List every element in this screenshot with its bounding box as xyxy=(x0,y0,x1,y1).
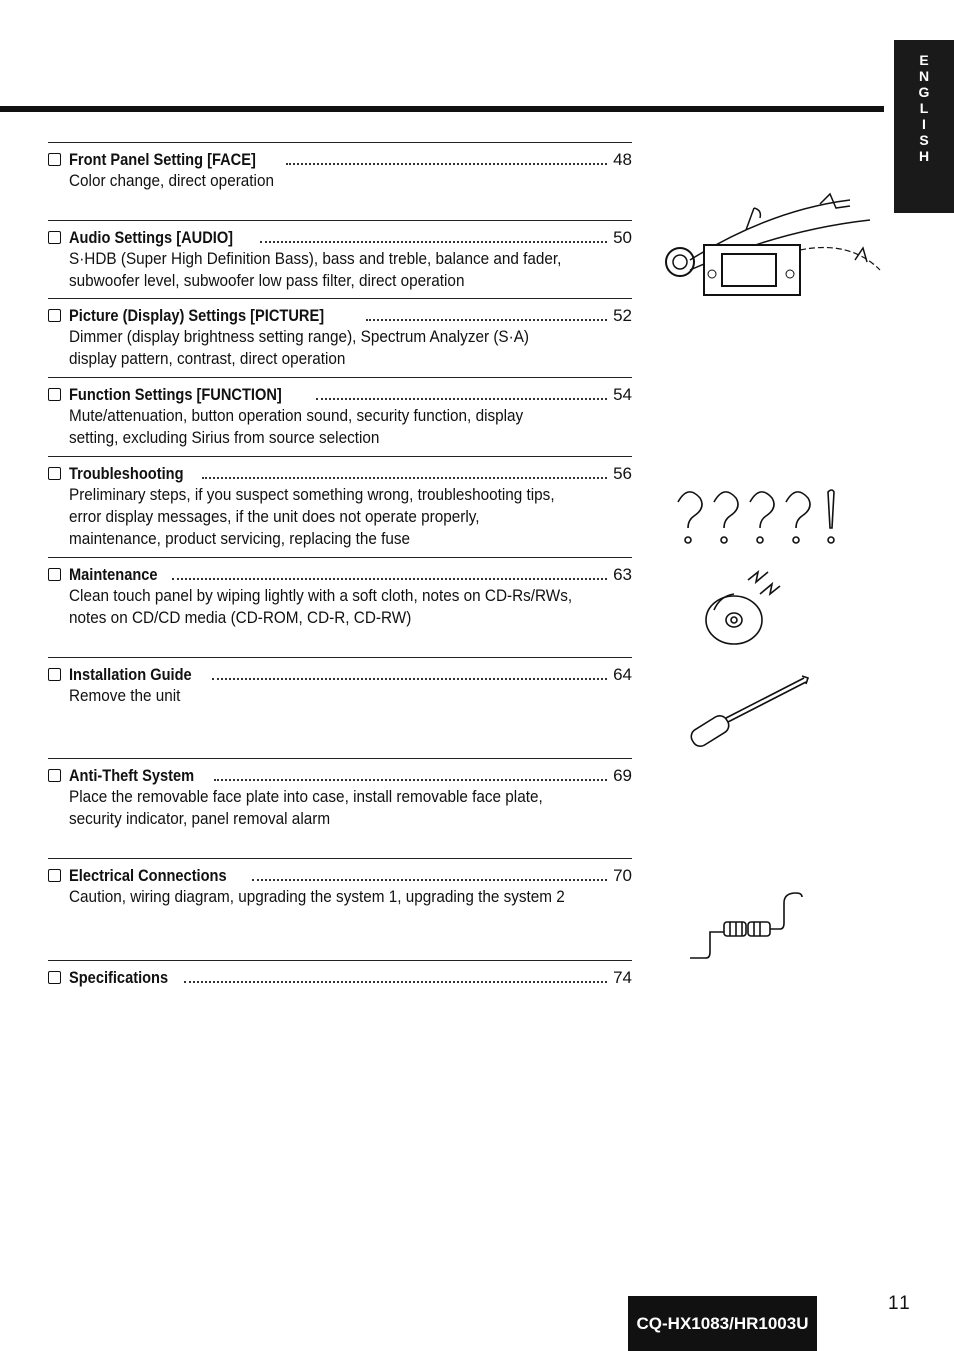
dot-leader xyxy=(214,779,607,781)
description-line: error display messages, if the unit does not operate properly, xyxy=(69,507,480,526)
toc-entry-function[interactable] xyxy=(48,377,632,449)
checkbox-icon xyxy=(48,231,61,244)
checkbox-icon xyxy=(48,769,61,782)
description-line: Dimmer (display brightness setting range), Spectrum Analyzer (S·A) xyxy=(69,327,530,346)
entry-description xyxy=(69,170,627,192)
description-line: Place the removable face plate into case, install removable face plate, xyxy=(69,787,543,806)
entry-page: 56 xyxy=(613,464,632,483)
language-tab-letter: G xyxy=(918,84,930,100)
checkbox-icon xyxy=(48,467,61,480)
entry-page: 64 xyxy=(613,665,632,684)
toc-entry-specifications[interactable] xyxy=(48,960,632,988)
entry-page: 52 xyxy=(613,306,632,325)
toc-entry-maintenance[interactable] xyxy=(48,557,632,629)
entry-page: 48 xyxy=(613,150,632,169)
checkbox-icon xyxy=(48,971,61,984)
entry-page: 50 xyxy=(613,228,632,247)
description-line: Caution, wiring diagram, upgrading the system 1, upgrading the system 2 xyxy=(69,887,565,906)
entry-title[interactable]: Troubleshooting xyxy=(69,464,184,483)
toc-entry-picture[interactable] xyxy=(48,298,632,370)
entry-description xyxy=(69,326,627,370)
cable-connector-icon xyxy=(686,888,812,962)
description-line: Remove the unit xyxy=(69,686,181,705)
toc-entry-troubleshooting[interactable] xyxy=(48,456,632,550)
entry-description xyxy=(69,484,627,550)
entry-description xyxy=(69,405,627,449)
checkbox-icon xyxy=(48,309,61,322)
description-line: maintenance, product servicing, replacing the fuse xyxy=(69,529,411,548)
screwdriver-icon xyxy=(684,672,814,752)
language-tab xyxy=(894,40,954,213)
entry-description xyxy=(69,585,627,629)
entry-title[interactable]: Installation Guide xyxy=(69,665,192,684)
checkbox-icon xyxy=(48,869,61,882)
description-line: Color change, direct operation xyxy=(69,171,274,190)
language-tab-letter: H xyxy=(918,148,930,164)
checkbox-icon xyxy=(48,568,61,581)
entry-title[interactable]: Front Panel Setting [FACE] xyxy=(69,150,256,169)
description-line: Clean touch panel by wiping lightly with a soft cloth, notes on CD-Rs/RWs, xyxy=(69,586,573,605)
language-tab-letter: S xyxy=(919,132,929,148)
question-marks-icon xyxy=(670,482,850,548)
entry-description xyxy=(69,786,627,830)
dot-leader xyxy=(260,241,607,243)
page-number: 11 xyxy=(888,1293,912,1314)
description-line: setting, excluding Sirius from source selection xyxy=(69,428,380,447)
entry-page: 74 xyxy=(613,968,632,987)
dot-leader xyxy=(172,578,607,580)
dot-leader xyxy=(316,398,607,400)
entry-description xyxy=(69,886,627,908)
entry-page: 69 xyxy=(613,766,632,785)
language-tab-letter: N xyxy=(918,68,930,84)
description-line: Mute/attenuation, button operation sound, security function, display xyxy=(69,406,524,425)
entry-title[interactable]: Specifications xyxy=(69,968,169,987)
entry-title[interactable]: Audio Settings [AUDIO] xyxy=(69,228,234,247)
toc-entry-anti-theft[interactable] xyxy=(48,758,632,830)
language-tab-letter: E xyxy=(919,52,929,68)
top-rule xyxy=(0,106,884,112)
stereo-unit-icon xyxy=(650,190,890,310)
entry-title[interactable]: Picture (Display) Settings [PICTURE] xyxy=(69,306,325,325)
model-number-badge: CQ-HX1083/HR1003U xyxy=(628,1296,817,1351)
entry-title[interactable]: Maintenance xyxy=(69,565,158,584)
dot-leader xyxy=(286,163,607,165)
entry-title[interactable]: Anti-Theft System xyxy=(69,766,195,785)
dot-leader xyxy=(184,981,607,983)
dot-leader xyxy=(252,879,607,881)
description-line: notes on CD/CD media (CD-ROM, CD-R, CD-RW) xyxy=(69,608,412,627)
entry-page: 54 xyxy=(613,385,632,404)
toc-entry-face[interactable] xyxy=(48,142,632,192)
dot-leader xyxy=(366,319,607,321)
description-line: Preliminary steps, if you suspect something wrong, troubleshooting tips, xyxy=(69,485,555,504)
checkbox-icon xyxy=(48,668,61,681)
description-line: security indicator, panel removal alarm xyxy=(69,809,331,828)
description-line: display pattern, contrast, direct operation xyxy=(69,349,346,368)
language-tab-letter: L xyxy=(919,100,929,116)
checkbox-icon xyxy=(48,388,61,401)
cd-disc-icon xyxy=(700,560,790,650)
dot-leader xyxy=(202,477,607,479)
entry-page: 63 xyxy=(613,565,632,584)
dot-leader xyxy=(212,678,607,680)
entry-description xyxy=(69,685,627,707)
entry-title[interactable]: Electrical Connections xyxy=(69,866,227,885)
entry-page: 70 xyxy=(613,866,632,885)
checkbox-icon xyxy=(48,153,61,166)
description-line: S·HDB (Super High Definition Bass), bass and treble, balance and fader, xyxy=(69,249,562,268)
description-line: subwoofer level, subwoofer low pass filter, direct operation xyxy=(69,271,465,290)
toc-entry-electrical[interactable] xyxy=(48,858,632,908)
toc-entry-installation[interactable] xyxy=(48,657,632,707)
entry-title[interactable]: Function Settings [FUNCTION] xyxy=(69,385,282,404)
language-tab-letter: I xyxy=(922,116,926,132)
entry-description xyxy=(69,248,627,292)
toc-entry-audio[interactable] xyxy=(48,220,632,292)
